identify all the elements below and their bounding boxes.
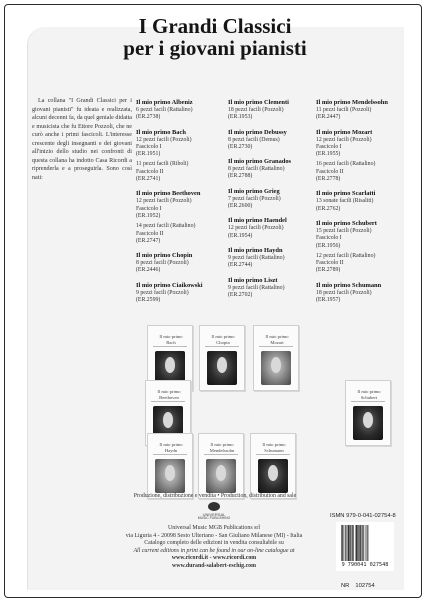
catalogue-entry	[316, 282, 412, 305]
cover-thumbnail	[253, 325, 299, 391]
ismn-number: ISMN 979-0-041-02754-8	[330, 513, 396, 519]
portrait-face	[165, 465, 175, 481]
cover-series: Il mio primo	[159, 334, 183, 339]
entry-title: Il mio primo Haendel	[228, 217, 287, 225]
entry-detail: 16 pezzi facili (Rattalino)	[316, 161, 376, 168]
cover-composer: Haydn	[164, 448, 178, 453]
portrait-face	[271, 357, 281, 373]
entry-detail: (ER.2446)	[136, 267, 161, 274]
globe-icon	[208, 502, 220, 511]
website-links-1[interactable]: www.ricordi.it - www.ricordi.com	[171, 555, 257, 562]
entry-detail: Fascicolo II	[316, 168, 344, 175]
cover-series: Il mio primo	[211, 334, 235, 339]
entry-detail: 12 pezzi facili (Pozzoli)	[136, 198, 192, 205]
entry-detail: (ER.1956)	[316, 242, 341, 249]
entry-title: Il mio primo Granados	[228, 158, 292, 166]
entry-title: Il mio primo Mendelssohn	[316, 99, 388, 106]
entry-detail: (ER.2447)	[316, 114, 341, 121]
cover-composer: Chopin	[216, 340, 230, 345]
entry-detail: 15 pezzi facili (Pozzoli)	[316, 227, 372, 234]
entry-title: Il mio primo Bach	[136, 128, 186, 136]
cover-series: Il mio primo	[265, 334, 289, 339]
entry-detail: (ER.2744)	[228, 262, 253, 269]
cover-composer: Beethoven	[159, 395, 179, 400]
catalogue-entry	[316, 190, 412, 213]
entry-detail: 12 pezzi facili (Rattalino)	[316, 252, 376, 259]
entry-title: Il mio primo Clementi	[228, 99, 289, 106]
entry-detail: 18 pezzi facili (Pozzoli)	[228, 107, 284, 113]
entry-title: Il mio primo Debussy	[228, 128, 287, 136]
composer-portrait	[206, 459, 236, 493]
barcode-bar	[356, 525, 357, 561]
catalogue-entry	[316, 99, 412, 122]
entry-detail: 11 pezzi facili (Pozzoli)	[316, 107, 372, 113]
nr-value: 102754	[355, 583, 375, 589]
catalogue-entry	[136, 282, 232, 305]
cover-rule	[256, 454, 290, 455]
barcode	[336, 522, 394, 571]
logo-line-1: UNIVERSAL	[202, 512, 226, 517]
barcode-bar	[348, 525, 349, 561]
composer-portrait	[353, 406, 383, 440]
entry-detail: 12 pezzi facili (Pozzoli)	[136, 136, 192, 143]
catalogue-note-it: Catalogo completo delle edizioni in vendita consultabile su	[144, 540, 284, 547]
entry-detail: (ER.2600)	[228, 203, 253, 210]
entry-detail: (ER.2741)	[136, 176, 161, 183]
barcode-bars	[341, 525, 389, 561]
cover-rule	[205, 346, 239, 347]
catalogue-entry	[228, 188, 324, 211]
entry-detail: 8 pezzi facili (Rattalino)	[228, 166, 285, 173]
entry-title: Il mio primo Scarlatti	[316, 190, 376, 198]
cover-series: Il mio primo	[262, 442, 286, 447]
entry-detail: (ER.2738)	[136, 114, 161, 121]
entry-detail: (ER.1952)	[136, 212, 161, 219]
portrait-face	[217, 357, 227, 373]
barcode-digits: 9 790041 027548	[341, 562, 389, 568]
portrait-face	[216, 465, 226, 481]
entry-detail: (ER.2762)	[316, 205, 341, 212]
entry-title: Il mio primo Mozart	[316, 128, 373, 136]
entry-detail: Fascicolo I	[136, 205, 162, 212]
composer-portrait	[155, 459, 185, 493]
entry-detail: (ER.2599)	[136, 297, 161, 304]
composer-portrait	[207, 351, 237, 385]
page-title	[27, 15, 403, 59]
catalogue-entry	[136, 252, 232, 275]
entry-detail: 9 pezzi facili (Rattalino)	[228, 254, 285, 261]
cover-series: Il mio primo	[159, 442, 183, 447]
entry-detail: (ER.1954)	[228, 232, 253, 239]
cover-composer: Bach	[166, 340, 176, 345]
cover-thumbnail	[147, 433, 193, 499]
production-line: Produzione, distribuzione e vendita • Production, distribution and sale	[133, 493, 297, 499]
catalogue-entry	[228, 158, 324, 181]
entry-detail: 13 sonate facili (Risaliti)	[316, 198, 374, 205]
entry-title: Il mio primo Liszt	[228, 276, 278, 284]
entry-title: Il mio primo Ciaikowski	[136, 281, 203, 289]
composer-portrait	[261, 351, 291, 385]
logo-line-2: MUSIC PUBLISHING	[197, 516, 231, 520]
cover-composer: Schubert	[360, 395, 378, 400]
composer-portrait	[258, 459, 288, 493]
entry-detail: (ER.1953)	[228, 114, 253, 121]
catalogue-column-1	[136, 99, 232, 311]
publisher-address: via Liguria 4 - 20098 Sesto Ulteriano - San Giuliano Milanese (MI) - Italia	[125, 532, 303, 539]
entry-title: Il mio primo Albeniz	[136, 99, 193, 106]
entry-detail: Fascicolo I	[316, 235, 342, 242]
portrait-face	[163, 412, 173, 428]
entry-detail: 7 pezzi facili (Pozzoli)	[228, 195, 281, 202]
entry-detail: (ER.1955)	[316, 151, 341, 158]
entry-detail: 12 pezzi facili (Pozzoli)	[316, 136, 372, 143]
catalogue-entry	[228, 129, 324, 152]
cover-rule	[351, 401, 385, 402]
portrait-face	[268, 465, 278, 481]
entry-detail: 9 pezzi facili (Pozzoli)	[136, 289, 189, 296]
cover-rule	[153, 346, 187, 347]
nr-label: NR	[341, 583, 350, 589]
cover-series: Il mio primo	[210, 442, 234, 447]
entry-title: Il mio primo Haydn	[228, 246, 283, 254]
catalogue-entry	[228, 99, 324, 122]
catalogue-entry	[136, 129, 232, 184]
cover-series: Il mio primo	[157, 389, 181, 394]
barcode-bar	[367, 525, 368, 561]
catalogue-column-3	[316, 99, 412, 311]
publisher-name: Universal Music MGB Publications srl	[168, 525, 260, 531]
entry-title: Il mio primo Schubert	[316, 219, 377, 227]
cover-thumbnail	[199, 325, 245, 391]
cover-rule	[259, 346, 293, 347]
entry-detail: 12 pezzi facili (Pozzoli)	[228, 225, 284, 232]
catalogue-column-2	[228, 99, 324, 306]
cover-composer: Mendelssohn	[209, 448, 235, 453]
cover-composer: Mozart	[270, 340, 284, 345]
barcode-bar	[359, 525, 360, 561]
entry-detail: 14 pezzi facili (Rattalino)	[136, 223, 196, 230]
title-line-1: I Grandi Classici	[138, 14, 292, 38]
catalogue-note-en: All current editions in print can be found in our on-line catalogue at	[133, 547, 295, 554]
entry-detail: 8 pezzi facili (Pozzoli)	[136, 260, 189, 267]
barcode-bar	[342, 525, 343, 561]
entry-detail: (ER.2730)	[228, 143, 253, 150]
barcode-bar	[350, 525, 351, 561]
universal-music-logo	[196, 502, 232, 520]
entry-detail: (ER.2702)	[228, 291, 253, 298]
catalogue-entry	[136, 190, 232, 245]
cover-series: Il mio primo	[357, 389, 381, 394]
entry-detail: 11 pezzi facili (Riboli)	[136, 161, 189, 168]
catalogue-entry	[228, 217, 324, 240]
catalogue-number	[341, 583, 375, 589]
barcode-bar	[362, 525, 363, 561]
publisher-info	[80, 525, 348, 571]
entry-title: Il mio primo Beethoven	[136, 190, 201, 198]
entry-detail: Fascicolo I	[316, 143, 342, 150]
intro-paragraph: La collana "I Grandi Classici per i giovani pianisti" fu ideata e realizzata, alcuni decenni fa, da quel geniale didatta e musicista che fu Ettore Pozzoli, che ne curò anche i primi fascicoli. L'interesse crescente degli insegnanti e dei giovani all'inizio dello studio nei confronti di questa collana ha indotto Casa Ricordi a riprenderla e a proseguirla. Sono così nati:	[32, 98, 132, 181]
cover-rule	[151, 401, 185, 402]
catalogue-entry	[228, 247, 324, 270]
website-links-2[interactable]: www.durand-salabert-eschig.com	[171, 562, 257, 569]
entry-detail: Fascicolo II	[316, 260, 344, 267]
entry-detail: Fascicolo II	[136, 168, 164, 175]
catalogue-entry	[316, 129, 412, 184]
cover-rule	[204, 454, 238, 455]
cover-thumbnail	[198, 433, 244, 499]
entry-detail: (ER.2747)	[136, 237, 161, 244]
barcode-bar	[345, 525, 346, 561]
entry-detail: (ER.2789)	[316, 267, 341, 274]
barcode-bar	[357, 525, 358, 561]
entry-detail: (ER.2788)	[228, 173, 253, 180]
portrait-face	[363, 412, 373, 428]
catalogue-entry	[316, 220, 412, 275]
cover-rule	[153, 454, 187, 455]
cover-composer: Schumann	[264, 448, 284, 453]
entry-detail: (ER.1957)	[316, 297, 341, 304]
entry-detail: 8 pezzi facili (Demus)	[228, 136, 280, 143]
catalogue-entry	[136, 99, 232, 122]
cover-thumbnail	[345, 380, 391, 446]
title-line-2: per i giovani pianisti	[123, 36, 307, 60]
entry-title: Il mio primo Schumann	[316, 281, 382, 289]
entry-detail: Fascicolo I	[136, 143, 162, 150]
entry-title: Il mio primo Grieg	[228, 187, 280, 195]
barcode-bar	[352, 525, 353, 561]
cover-thumbnail	[250, 433, 296, 499]
portrait-face	[165, 357, 175, 373]
catalogue-entry	[228, 277, 324, 300]
entry-detail: (ER.1951)	[136, 151, 161, 158]
entry-title: Il mio primo Chopin	[136, 252, 193, 260]
entry-detail: 9 pezzi facili (Rattalino)	[228, 284, 285, 291]
entry-detail: Fascicolo II	[136, 230, 164, 237]
entry-detail: (ER.2778)	[316, 176, 341, 183]
entry-detail: 18 pezzi facili (Pozzoli)	[316, 289, 372, 296]
entry-detail: 6 pezzi facili (Rattalino)	[136, 107, 193, 113]
